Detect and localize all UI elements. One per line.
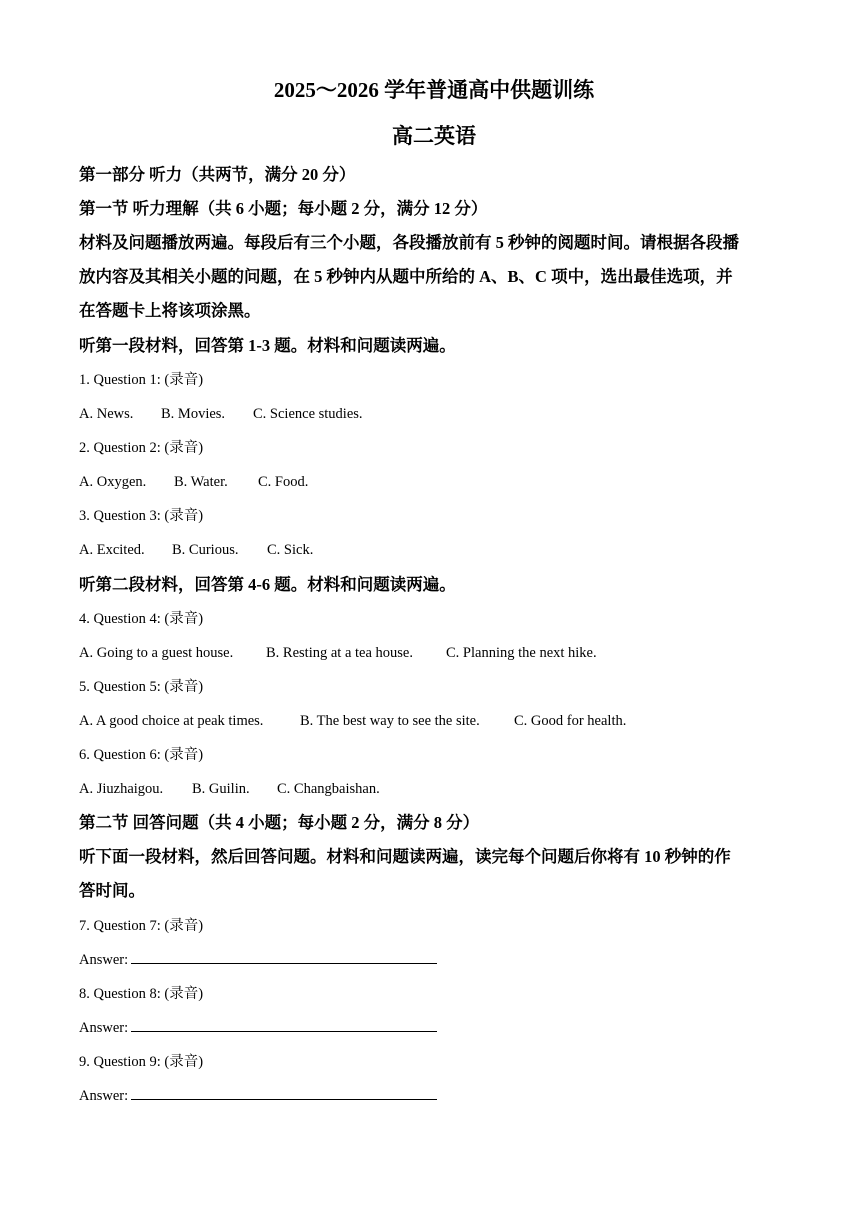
option-a: A. News. <box>79 406 134 422</box>
question-6: 6. Question 6: (录音) <box>79 747 204 763</box>
answer-blank-7[interactable] <box>131 949 437 964</box>
question-4-options <box>79 642 597 664</box>
answer-blank-8[interactable] <box>131 1017 437 1032</box>
section1-instructions-line-1: 材料及问题播放两遍。每段后有三个小题，各段播放前有 5 秒钟的阅题时间。请根据各段播 <box>79 233 739 252</box>
option-b: B. Curious. <box>172 542 239 558</box>
question-1: 1. Question 1: (录音) <box>79 372 204 388</box>
answer-label: Answer: <box>79 1020 129 1036</box>
option-a: A. Jiuzhaigou. <box>79 781 164 797</box>
question-6-options <box>79 778 380 800</box>
question-9: 9. Question 9: (录音) <box>79 1054 204 1070</box>
part1-heading: 第一部分 听力（共两节，满分 20 分） <box>79 165 356 184</box>
question-2: 2. Question 2: (录音) <box>79 440 204 456</box>
option-c: C. Good for health. <box>514 713 627 729</box>
question-1-options <box>79 403 363 425</box>
question-5: 5. Question 5: (录音) <box>79 679 204 695</box>
option-c: C. Planning the next hike. <box>446 645 597 661</box>
option-c: C. Science studies. <box>253 406 363 422</box>
question-8: 8. Question 8: (录音) <box>79 986 204 1002</box>
answer-blank-9[interactable] <box>131 1085 437 1100</box>
option-b: B. Movies. <box>161 406 226 422</box>
option-c: C. Changbaishan. <box>277 781 380 797</box>
option-a: A. Going to a guest house. <box>79 645 234 661</box>
answer-row-9 <box>79 1085 437 1107</box>
section1-instructions-line-2: 放内容及其相关小题的问题，在 5 秒钟内从题中所给的 A、B、C 项中，选出最佳选项，并 <box>79 267 733 286</box>
option-a: A. Excited. <box>79 542 145 558</box>
question-3-options <box>79 539 313 561</box>
answer-label: Answer: <box>79 1088 129 1104</box>
option-c: C. Sick. <box>267 542 314 558</box>
option-a: A. Oxygen. <box>79 474 147 490</box>
exam-title: 2025～2026 学年普通高中供题训练 <box>273 78 595 102</box>
section1-heading: 第一节 听力理解（共 6 小题；每小题 2 分，满分 12 分） <box>79 199 488 218</box>
option-b: B. The best way to see the site. <box>300 713 480 729</box>
section2-heading: 第二节 回答问题（共 4 小题；每小题 2 分，满分 8 分） <box>79 813 480 832</box>
answer-row-7 <box>79 949 437 971</box>
question-3: 3. Question 3: (录音) <box>79 508 204 524</box>
option-c: C. Food. <box>258 474 309 490</box>
answer-row-8 <box>79 1017 437 1039</box>
exam-subtitle: 高二英语 <box>392 124 476 148</box>
option-b: B. Guilin. <box>192 781 250 797</box>
answer-label: Answer: <box>79 952 129 968</box>
section1-instructions-line-3: 在答题卡上将该项涂黑。 <box>79 301 261 320</box>
passage1-heading: 听第一段材料，回答第 1-3 题。材料和问题读两遍。 <box>79 336 456 355</box>
option-b: B. Resting at a tea house. <box>266 645 413 661</box>
question-5-options <box>79 710 626 732</box>
option-a: A. A good choice at peak times. <box>79 713 264 729</box>
passage2-heading: 听第二段材料，回答第 4-6 题。材料和问题读两遍。 <box>79 575 456 594</box>
option-b: B. Water. <box>174 474 228 490</box>
question-4: 4. Question 4: (录音) <box>79 611 204 627</box>
section2-instructions-line-2: 答时间。 <box>79 881 145 900</box>
question-7: 7. Question 7: (录音) <box>79 918 204 934</box>
question-2-options <box>79 471 308 493</box>
section2-instructions-line-1: 听下面一段材料，然后回答问题。材料和问题读两遍，读完每个问题后你将有 10 秒钟的作 <box>79 847 731 866</box>
